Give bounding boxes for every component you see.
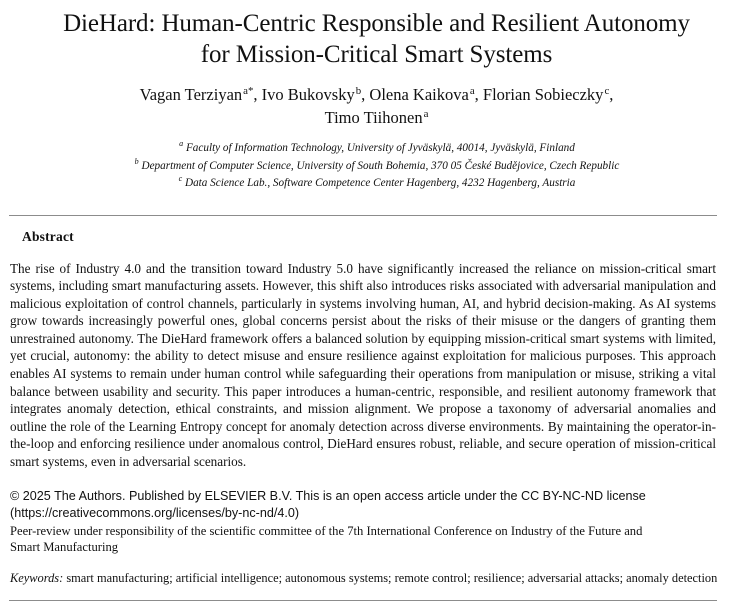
affiliation-item — [22, 158, 731, 176]
author-affiliation-marker: c — [604, 84, 610, 97]
keywords — [10, 570, 720, 586]
keywords-label: Keywords: — [10, 571, 64, 586]
affiliation-marker: c — [178, 174, 183, 184]
author-affiliation-marker: a* — [243, 84, 254, 97]
author-separator: , — [609, 85, 614, 104]
title-line-2: for Mission-Critical Smart Systems — [200, 41, 553, 68]
author-separator: , — [253, 85, 262, 104]
title-line-1: DieHard: Human-Centric Responsible and Resilient Autonomy — [63, 10, 690, 37]
affiliation-item — [22, 175, 731, 193]
affiliation-marker: b — [134, 156, 139, 166]
divider-top — [9, 215, 717, 216]
affiliation-list — [22, 140, 731, 193]
author-name: Timo Tiihonen — [324, 108, 423, 127]
keywords-text: smart manufacturing; artificial intelligence; autonomous systems; remote control; resilience; adversarial attacks; anomaly detection — [63, 571, 718, 586]
author-name: Vagan Terziyan — [139, 85, 243, 104]
peer-review-notice — [10, 523, 716, 556]
author-name: Olena Kaikova — [369, 85, 469, 104]
peer-review-line: Peer-review under responsibility of the scientific committee of the 7th International Conference on Industry of the Future and — [10, 523, 643, 538]
author-affiliation-marker: a — [469, 84, 475, 97]
author-line-1 — [62, 83, 691, 106]
author-name: Ivo Bukovsky — [261, 85, 355, 104]
author-name: Florian Sobieczky — [482, 85, 604, 104]
author-affiliation-marker: b — [355, 84, 362, 97]
author-separator: , — [361, 85, 370, 104]
copyright-line: © 2025 The Authors. Published by ELSEVIER B.V. This is an open access article under the CC BY-NC-ND license — [10, 488, 646, 503]
abstract-body: The rise of Industry 4.0 and the transition toward Industry 5.0 have significantly increased the reliance on mission-critical smart systems, including smart manufacturing assets. However, this shift also introduces risks associated with adversarial manipulation and malicious exploitation of control channels, particularly in systems involving human, AI, and hybrid decision-making. As AI systems grow towards increasingly powerful ones, global concerns persist about the risks of their misuse or the dangers of granting them unrestrained autonomy. The DieHard framework offers a balanced solution by equipping mission-critical smart systems with limited, yet crucial, autonomy: the ability to detect misuse and ensure resilience against exploitation for malicious purposes. This approach enables AI systems to remain under human control while safeguarding their operations from manipulation or misuse, striking a vital balance between usability and security. This paper introduces a human-centric, responsible, and resilient autonomy framework that integrates anomaly detection, ethical constraints, and mission alignment. We propose a taxonomy of adversarial anomalies and outline the role of the Learning Entropy concept for anomaly detection across diverse environments. By maintaining the operator-in-the-loop and enforcing resilience under anomalous control, DieHard ensures robust, reliable, and secure operation of mission-critical smart systems, even in adversarial scenarios. — [10, 260, 716, 470]
license-url[interactable]: (https://creativecommons.org/licenses/by-nc-nd/4.0) — [10, 505, 300, 520]
abstract-heading: Abstract — [22, 228, 74, 244]
author-affiliation-marker: a — [423, 107, 429, 120]
affiliation-text: Data Science Lab., Software Competence Center Hagenberg, 4232 Hagenberg, Austria — [185, 177, 576, 189]
author-separator: , — [474, 85, 483, 104]
affiliation-text: Faculty of Information Technology, University of Jyväskylä, 40014, Jyväskylä, Finland — [185, 142, 575, 154]
author-list — [22, 83, 731, 129]
author-line-2 — [62, 106, 691, 129]
paper-first-page — [0, 8, 753, 587]
affiliation-text: Department of Computer Science, University of South Bohemia, 370 05 České Budějovice, Czech Republic — [141, 159, 620, 172]
affiliation-item — [22, 140, 731, 158]
peer-review-line: Smart Manufacturing — [10, 540, 119, 555]
page-title — [22, 8, 731, 70]
copyright-notice — [10, 488, 716, 522]
affiliation-marker: a — [179, 139, 184, 149]
